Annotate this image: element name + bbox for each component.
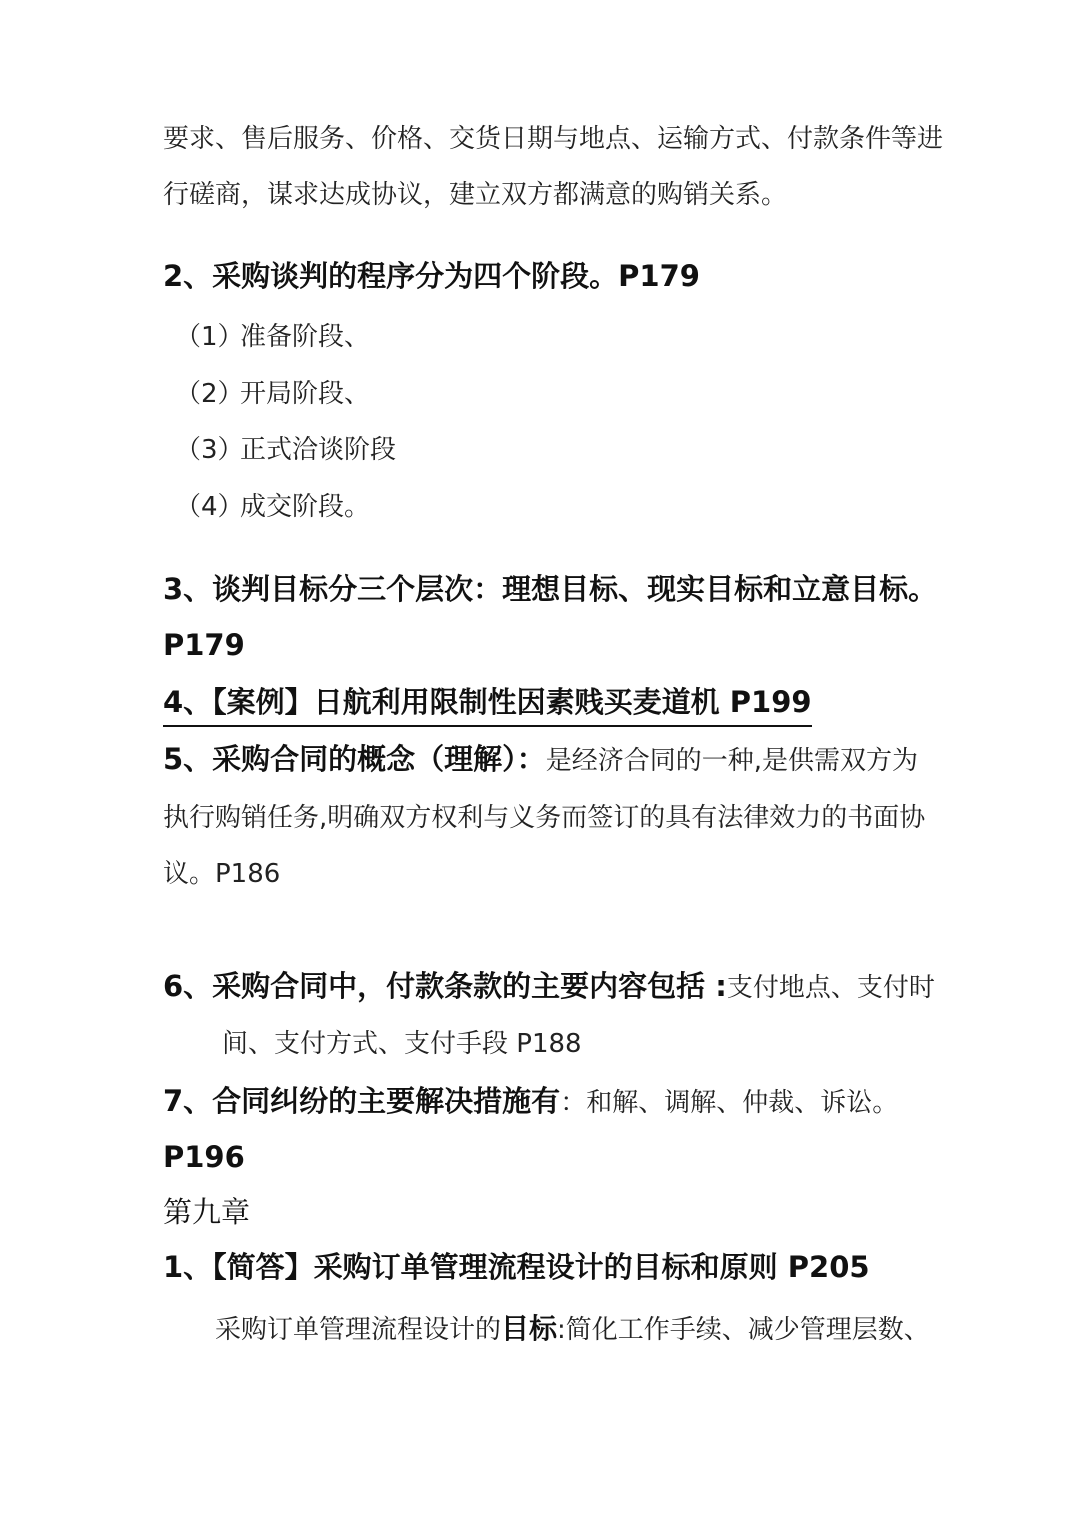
item-6-line-2: 间、支付方式、支付手段 P188 xyxy=(222,1029,582,1059)
item-6-line-1 xyxy=(163,969,935,1003)
item-7-text-1: ：和解、调解、仲裁、诉讼。 xyxy=(560,1088,899,1118)
item-4-case-heading: 4、【案例】日航利用限制性因素贱买麦道机 P199 xyxy=(163,688,812,727)
item-5-line-1 xyxy=(163,742,918,776)
stage-4-number: （4） xyxy=(175,492,244,522)
chapter-title: 第九章 xyxy=(163,1195,251,1229)
item-3-heading: 3、谈判目标分三个层次：理想目标、现实目标和立意目标。 xyxy=(163,572,938,606)
intro-line-1: 要求、售后服务、价格、交货日期与地点、运输方式、付款条件等进 xyxy=(163,124,944,154)
chapter-9-item-1-heading: 1、【简答】采购订单管理流程设计的目标和原则 P205 xyxy=(163,1250,870,1284)
chapter-9-item-1-text xyxy=(215,1312,930,1345)
intro-line-2: 行磋商，谋求达成协议，建立双方都满意的购销关系。 xyxy=(163,180,788,210)
item-5-line-2: 执行购销任务,明确双方权利与义务而签订的具有法律效力的书面协 xyxy=(163,803,926,833)
stage-2-number: （2） xyxy=(175,379,244,409)
item-2-heading: 2、采购谈判的程序分为四个阶段。P179 xyxy=(163,259,700,293)
stage-4-text: 成交阶段。 xyxy=(240,492,371,522)
item-5-line-3: 议。P186 xyxy=(163,859,281,889)
item-7-line-1 xyxy=(163,1084,899,1118)
stage-2-text: 开局阶段、 xyxy=(240,379,371,409)
objective-text-prefix: 采购订单管理流程设计的 xyxy=(215,1315,502,1345)
objective-text-suffix: :简化工作手续、减少管理层数、 xyxy=(557,1315,930,1345)
stage-1-text: 准备阶段、 xyxy=(240,322,371,352)
item-6-text-1: 支付地点、支付时 xyxy=(726,973,935,1003)
stage-1-number: （1） xyxy=(175,322,244,352)
item-5-heading: 5、采购合同的概念（理解）： xyxy=(163,742,546,776)
item-6-heading: 6、采购合同中，付款条款的主要内容包括 : xyxy=(163,969,727,1003)
item-7-page-ref: P196 xyxy=(163,1140,245,1174)
item-3-page-ref: P179 xyxy=(163,628,245,662)
stage-3-text: 正式洽谈阶段 xyxy=(240,435,397,465)
item-5-text-1: 是经济合同的一种,是供需双方为 xyxy=(545,746,918,776)
item-7-heading: 7、合同纠纷的主要解决措施有 xyxy=(163,1084,561,1118)
objective-keyword: 目标 xyxy=(501,1312,558,1345)
stage-3-number: （3） xyxy=(175,435,244,465)
